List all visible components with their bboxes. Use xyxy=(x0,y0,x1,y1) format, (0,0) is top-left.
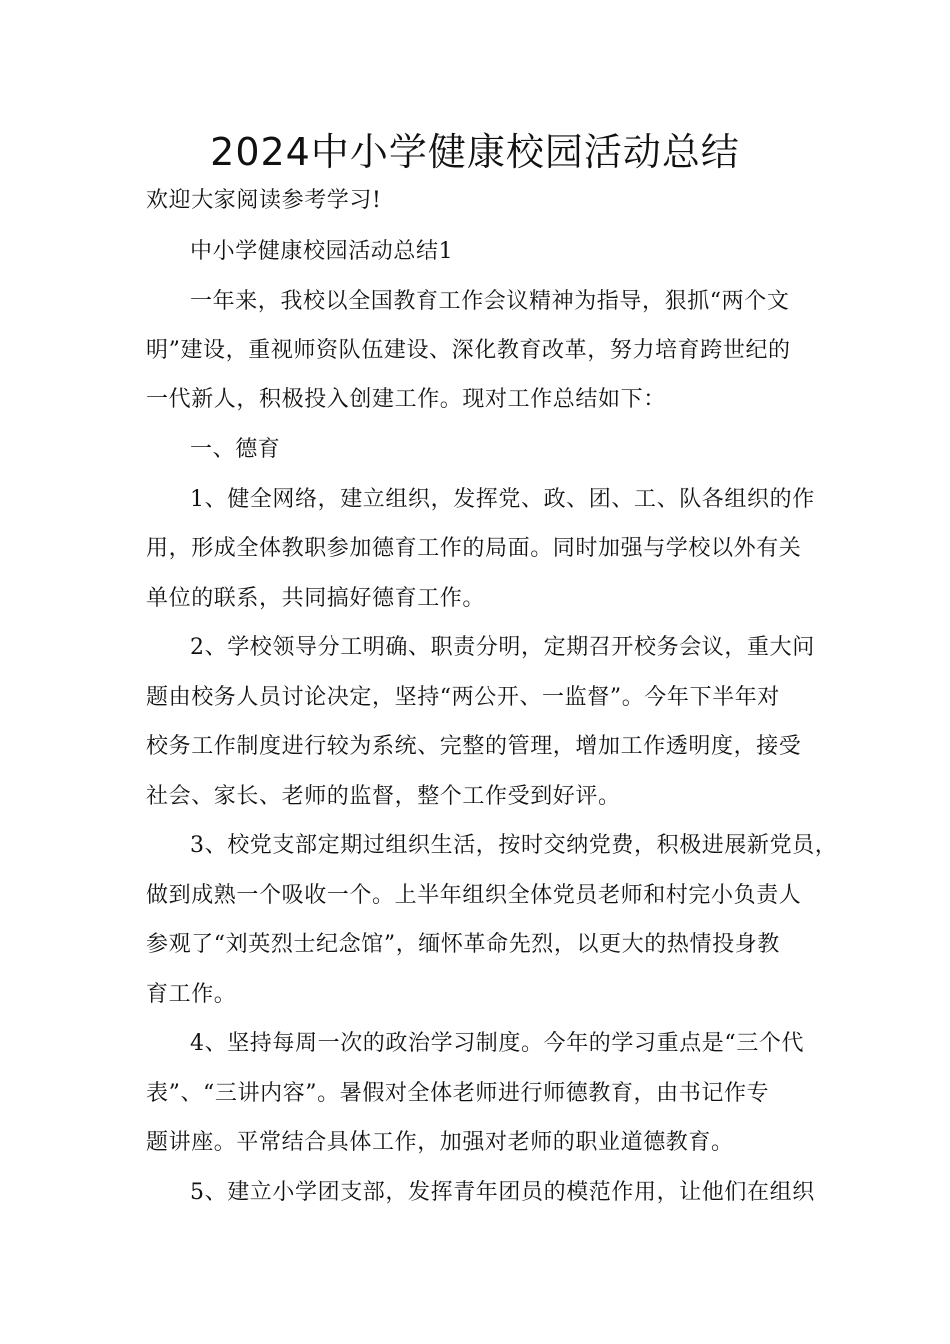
paragraph-line: 表”、“三讲内容”。暑假对全体老师进行师德教育，由书记作专 xyxy=(146,1081,770,1106)
paragraph-line: 做到成熟一个吸收一个。上半年组织全体党员老师和村完小负责人 xyxy=(146,883,802,908)
subsection-heading: 一、德育 xyxy=(190,437,281,462)
paragraph-line: 社会、家长、老师的监督，整个工作受到好评。 xyxy=(146,784,621,809)
paragraph-line: 4、坚持每周一次的政治学习制度。今年的学习重点是“三个代 xyxy=(190,1031,805,1056)
paragraph-line: 3、校党支部定期过组织生活，按时交纳党费，积极进展新党员， xyxy=(190,833,838,858)
paragraph-line: 育工作。 xyxy=(146,982,237,1007)
paragraph-line: 校务工作制度进行较为系统、完整的管理，增加工作透明度，接受 xyxy=(146,734,802,759)
paragraph-line: 5、建立小学团支部，发挥青年团员的模范作用，让他们在组织 xyxy=(190,1180,815,1205)
paragraph-line: 题由校务人员讨论决定，坚持“两公开、一监督”。今年下半年对 xyxy=(146,685,780,710)
paragraph-line: 一代新人，积极投入创建工作。现对工作总结如下： xyxy=(146,387,666,412)
paragraph-line: 参观了“刘英烈士纪念馆”，缅怀革命先烈，以更大的热情投身教 xyxy=(146,932,780,957)
paragraph-line: 用，形成全体教职参加德育工作的局面。同时加强与学校以外有关 xyxy=(146,536,802,561)
section-heading: 中小学健康校园活动总结1 xyxy=(190,239,454,264)
paragraph-line: 单位的联系，共同搞好德育工作。 xyxy=(146,586,486,611)
paragraph-line: 1、健全网络，建立组织，发挥党、政、团、工、队各组织的作 xyxy=(190,487,815,512)
paragraph-line: 明”建设，重视师资队伍建设、深化教育改革，努力培育跨世纪的 xyxy=(146,338,791,363)
document-title: 2024中小学健康校园活动总结 xyxy=(210,130,740,174)
intro-line: 欢迎大家阅读参考学习! xyxy=(146,188,382,213)
paragraph-line: 2、学校领导分工明确、职责分明，定期召开校务会议，重大问 xyxy=(190,635,815,660)
paragraph-line: 一年来，我校以全国教育工作会议精神为指导，狠抓“两个文 xyxy=(190,289,790,314)
paragraph-line: 题讲座。平常结合具体工作，加强对老师的职业道德教育。 xyxy=(146,1130,734,1155)
